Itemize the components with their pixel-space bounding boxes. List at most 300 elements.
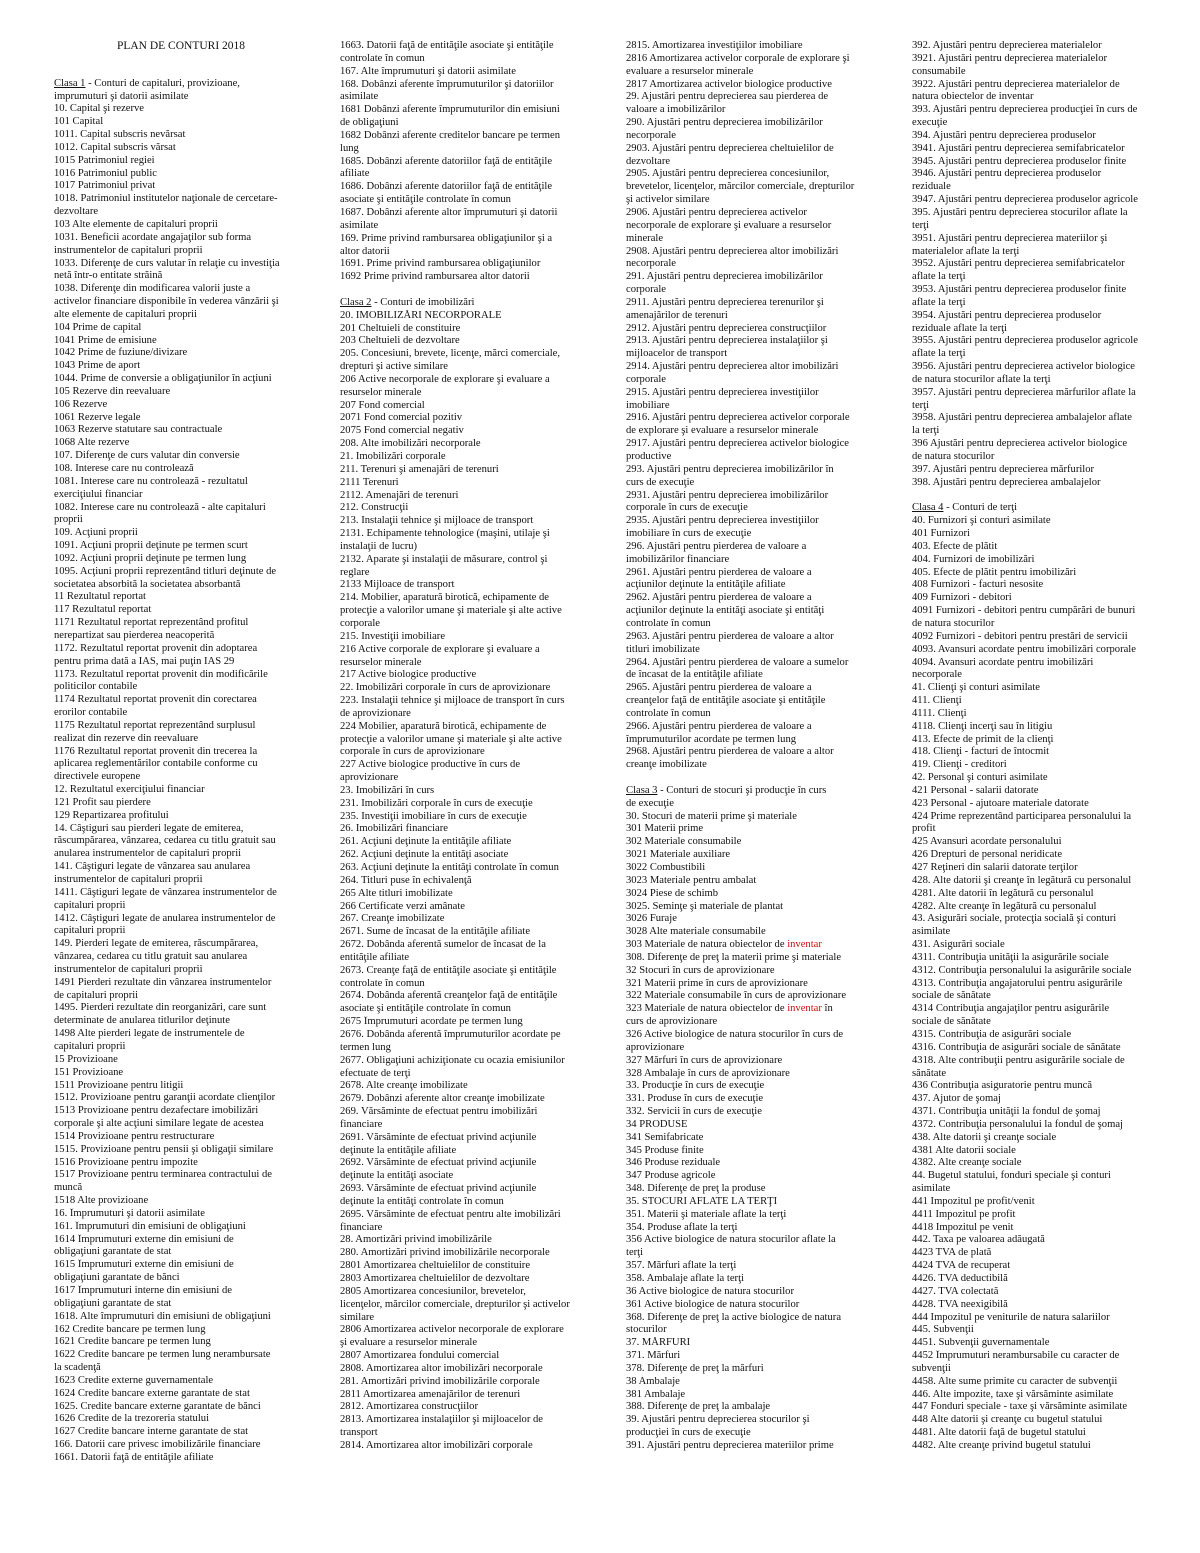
account-line: 392. Ajustări pentru deprecierea materialelor [912,40,1102,51]
account-line: 22. Imobilizări corporale în curs de aprovizionare [340,682,551,694]
account-line: 3954. Ajustări pentru deprecierea produselor [912,309,1102,321]
account-line: 328 Ambalaje în curs de aprovizionare [626,1067,790,1079]
account-line: 3946. Ajustări pentru deprecierea produselor [912,168,1102,180]
account-line: de obligaţiuni [340,117,399,129]
account-line: 388. Diferenţe de preţ la ambalaje [626,1401,771,1413]
account-line: 323 Materiale de natura obiectelor de inventar în [626,1003,833,1015]
account-line: 2913. Ajustări pentru deprecierea instalaţiilor şi [626,335,828,347]
account-line: terţi [626,1247,644,1259]
account-line: 4426. TVA deductibilă [912,1273,1008,1284]
account-line: 351. Materii şi materiale aflate la terţi [626,1208,787,1220]
account-line: producţiei în curs de execuţie [626,1427,751,1439]
account-line: 1514 Provizioane pentru restructurare [54,1130,215,1142]
account-line: 42. Personal şi conturi asimilate [912,772,1048,784]
account-line: 36 Active biologice de natura stocurilor [626,1285,794,1297]
account-line: creanţe imobilizate [626,759,707,771]
account-line: 262. Acţiuni deţinute la entităţi asociate [340,849,509,861]
account-line: 213. Instalaţii tehnice şi mijloace de transport [340,515,534,527]
account-line: 326 Active biologice de natura stocurilor în curs de [626,1028,844,1040]
account-line: 33. Producţie în curs de execuţie [626,1080,765,1092]
account-line: 2906. Ajustări pentru deprecierea activelor [626,206,807,218]
account-line: 215. Investiţii imobiliare [340,630,446,642]
account-line: netă într-o entitate străină [54,270,163,282]
account-line: 101 Capital [54,116,104,128]
account-line: necorporale de explorare şi evaluare a resurselor [626,219,832,231]
account-line: 428. Alte datorii şi creanţe în legătură cu personalul [912,874,1132,886]
account-line: 3956. Ajustări pentru deprecierea activelor biologice [912,361,1135,373]
account-line: 1061 Rezerve legale [54,411,141,423]
account-line: 1518 Alte provizioane [54,1195,149,1207]
account-line: 4381 Alte datorii sociale [912,1144,1016,1156]
account-line: 15 Provizioane [54,1053,118,1065]
account-line: 30. Stocuri de materii prime şi materiale [626,810,797,822]
account-line: 4282. Alte creanţe în legătură cu personalul [912,900,1097,912]
account-line: 37. MĂRFURI [626,1337,691,1349]
column-2 [340,40,594,1553]
account-line: 2961. Ajustări pentru pierderea de valoare a [626,566,812,578]
account-line: 4481. Alte datorii faţă de bugetul statului [912,1427,1086,1439]
account-line: 1012. Capital subscris vărsat [54,141,176,153]
account-line: 162 Credite bancare pe termen lung [54,1323,206,1335]
account-line: 421 Personal - salarii datorate [912,784,1039,796]
account-line: reziduale aflate la terţi [912,322,1007,334]
account-line: consumabile [912,65,966,77]
account-line: 3958. Ajustări pentru deprecierea ambalajelor aflate [912,412,1133,424]
account-line: 290. Ajustări pentru deprecierea imobilizărilor [626,117,823,129]
account-line: 1615 Împrumuturi externe din emisiuni de [54,1259,234,1271]
account-line: imobilizărilor financiare [626,553,730,565]
account-line: 280. Amortizări privind imobilizările necorporale [340,1247,550,1259]
account-line: 1692 Prime privind rambursarea altor datorii [340,271,530,283]
account-line: 4482. Alte creanţe privind bugetul statului [912,1439,1091,1451]
account-line: 1491 Pierderi rezultate din vânzarea instrumentelor [54,976,272,988]
account-line: 109. Acţiuni proprii [54,527,138,539]
account-line: 1626 Credite de la trezoreria statului [54,1413,210,1425]
account-line: 1685. Dobânzi aferente datoriilor faţă de entităţile [340,155,553,167]
account-line: 1011. Capital subscris nevărsat [54,129,186,141]
account-line: 224 Mobilier, aparatură birotică, echipamente de [340,720,547,732]
account-line: 20. IMOBILIZĂRI NECORPORALE [340,309,502,321]
account-line: sănătate [912,1067,947,1079]
account-line: 1043 Prime de aport [54,360,141,372]
account-line: instrumentelor de capitaluri proprii [54,244,203,256]
account-line: creanţelor faţă de entităţile asociate şi entităţile [626,695,826,707]
account-line: 1018. Patrimoniul institutelor naţionale de cercetare- [54,193,278,205]
account-line: 1512. Provizioane pentru garanţii acordate clienţilor [54,1092,276,1104]
account-line: 1176 Rezultatul reportat provenit din trecerea la [54,745,258,757]
account-line: 2965. Ajustări pentru pierderea de valoare a [626,682,812,694]
account-line: 4118. Clienţi incerţi sau în litigiu [912,720,1053,732]
account-line: 2914. Ajustări pentru deprecierea altor imobilizări [626,361,839,373]
account-line: 265 Alte titluri imobilizate [340,887,453,899]
account-line: şi activelor similare [626,194,710,206]
account-line: 1661. Datorii faţă de entităţile afiliate [54,1451,214,1463]
account-line: imprumuturi şi datorii asimilate [54,90,189,102]
account-line: 437. Ajutor de şomaj [912,1093,1001,1105]
account-line: 2931. Ajustări pentru deprecierea imobilizărilor [626,489,829,501]
account-line: controlate în comun [626,707,711,719]
account-line: 3023 Materiale pentru ambalat [626,874,757,886]
account-line: 321 Materii prime în curs de aprovizionare [626,977,808,989]
account-line: 418. Clienţi - facturi de întocmit [912,746,1050,758]
account-line: 2917. Ajustări pentru deprecierea activelor biologice [626,438,849,450]
account-line: 205. Concesiuni, brevete, licenţe, mărci comerciale, [340,348,561,360]
column-3 [626,40,880,1553]
account-line: 371. Mărfuri [626,1350,681,1362]
account-line: termen lung [340,1041,391,1053]
account-line: 444 Impozitul pe veniturile de natura salariilor [912,1311,1110,1323]
account-line: 1513 Provizioane pentru dezafectare imobilizări [54,1105,259,1117]
account-line: amenajărilor de terenuri [626,309,728,321]
account-line: 296. Ajustări pentru pierderea de valoare a [626,540,807,552]
account-line: 34 PRODUSE [626,1118,688,1130]
account-line: lung [340,142,359,154]
account-line: 2674. Dobânda aferentă creanţelor faţă de entităţile [340,990,558,1002]
account-line: terţi [912,399,930,411]
account-line: 216 Active corporale de explorare şi evaluare a [340,643,540,655]
account-line: corporale şi alte acţiuni similare legate de acestea [54,1118,264,1130]
account-line: 2672. Dobânda aferentă sumelor de încasat de la [340,939,546,951]
account-line: 357. Mărfuri aflate la terţi [626,1260,737,1272]
account-line: 403. Efecte de plătit [912,540,998,552]
account-line: reziduale [912,181,951,193]
account-line: 263. Acţiuni deţinute la entităţi controlate în comun [340,862,559,873]
account-line: 345 Produse finite [626,1144,704,1156]
account-line: 1063 Rezerve statutare sau contractuale [54,424,223,436]
account-line: 308. Diferenţe de preţ la materii prime şi materiale [626,951,842,963]
account-line: asimilate [340,91,379,103]
account-line: deţinute la entităţile afiliate [340,1144,457,1156]
account-line: de explorare şi evaluare a resurselor minerale [626,425,819,437]
account-line: nerepartizat sau pierderea neacoperită [54,629,215,641]
account-line: 301 Materii prime [626,823,704,835]
account-line: 4093. Avansuri acordate pentru imobilizări corporale [912,643,1136,655]
account-line: 2962. Ajustări pentru pierderea de valoare a [626,592,812,604]
account-line: 1623 Credite externe guvernamentale [54,1374,214,1386]
account-line: 4458. Alte sume primite cu caracter de subvenţii [912,1375,1118,1387]
account-line: 1017 Patrimoniul privat [54,180,156,192]
account-line: 3024 Piese de schimb [626,887,719,899]
account-line: corporale în curs de aprovizionare [340,746,485,758]
account-line: la scadenţă [54,1362,101,1374]
account-line: 1686. Dobânzi aferente datoriilor faţă de entităţile [340,181,553,193]
account-line: 293. Ajustări pentru deprecierea imobilizărilor în [626,463,834,475]
account-line: 413. Efecte de primit de la clienţi [912,733,1054,745]
account-line: 2912. Ajustări pentru deprecierea construcţiilor [626,322,827,334]
account-line: 2911. Ajustări pentru deprecierea terenurilor şi [626,296,824,308]
account-line: 261. Acţiuni deţinute la entităţile afiliate [340,836,512,848]
account-line: aflate la terţi [912,271,966,283]
account-line: deţinute la entităţi asociate [340,1170,454,1182]
account-line: corporale în curs de execuţie [626,502,748,514]
account-line: 3941. Ajustări pentru deprecierea semifabricatelor [912,142,1125,154]
account-line: aprovizionare [340,772,399,784]
account-line: 1681 Dobânzi aferente împrumuturilor din emisiuni [340,104,560,116]
account-line: sociale de sănătate [912,990,991,1002]
account-line: 381 Ambalaje [626,1388,686,1400]
account-line: 2817 Amortizarea activelor biologice productive [626,78,832,90]
account-line: execuţie [912,117,948,129]
account-line: 446. Alte impozite, taxe şi vărsăminte asimilate [912,1388,1114,1400]
account-line: instalaţii de lucru) [340,540,418,552]
account-line: 358. Ambalaje aflate la terţi [626,1273,744,1284]
account-line: 4372. Contribuţia personalului la fondul de şomaj [912,1118,1123,1130]
account-line: 203 Cheltuieli de dezvoltare [340,335,460,347]
account-line: 2691. Vărsăminte de efectuat privind acţiunile [340,1131,537,1143]
account-line: 217 Active biologice productive [340,669,477,681]
account-line: 26. Imobilizări financiare [340,823,448,835]
account-line: drepturi şi active similare [340,361,448,373]
account-line: 1171 Rezultatul reportat reprezentând profitul [54,617,249,629]
account-line: 2966. Ajustări pentru pierderea de valoare a [626,720,812,732]
account-line: 3025. Seminţe şi materiale de plantat [626,900,784,912]
account-line: 4314 Contribuţia angajaţilor pentru asigurările [912,1003,1110,1015]
account-line: 208. Alte imobilizări necorporale [340,438,481,450]
account-line: 396 Ajustări pentru deprecierea activelor biologice [912,438,1128,450]
account-line: 391. Ajustări pentru deprecierea materiilor prime [626,1439,834,1451]
account-line: 44. Bugetul statului, fonduri speciale şi conturi [912,1170,1111,1182]
account-line: 43. Asigurări sociale, protecţia socială şi conturi [912,913,1117,925]
account-line: 2815. Amortizarea investiţiilor imobiliare [626,40,803,51]
account-line: 1412. Câştiguri legate de anularea instrumentelor de [54,912,276,924]
account-line: 327 Mărfuri în curs de aprovizionare [626,1054,783,1066]
account-line: asimilate [340,219,379,231]
account-line: 2671. Sume de încasat de la entităţile afiliate [340,926,531,938]
account-line: 12. Rezultatul exerciţiului financiar [54,784,205,796]
account-line: 2678. Alte creanţe imobilizate [340,1080,468,1092]
account-line: politicilor contabile [54,681,138,693]
account-line: controlate în comun [626,617,711,629]
account-line: 423 Personal - ajutoare materiale datorate [912,797,1089,809]
account-line: 3921. Ajustări pentru deprecierea materialelor [912,52,1108,64]
account-line: 3947. Ajustări pentru deprecierea produselor agricole [912,194,1138,206]
account-line: 1622 Credite bancare pe termen lung nerambursate [54,1349,271,1361]
account-line: alte elemente de capitaluri proprii [54,308,197,320]
account-line: 2806 Amortizarea activelor necorporale de explorare [340,1324,564,1336]
account-line: 201 Cheltuieli de constituire [340,322,461,334]
account-line: curs de execuţie [626,476,695,488]
account-line: 395. Ajustări pentru deprecierea stocurilor aflate la [912,206,1128,218]
account-line: capitaluri proprii [54,925,126,937]
account-line: 1511 Provizioane pentru litigii [54,1079,184,1091]
account-line: 4312. Contribuţia personalului la asigurările sociale [912,964,1132,976]
account-line: 2695. Vărsăminte de efectuat pentru alte imobilizări [340,1208,561,1220]
account-line: necorporale [626,129,676,141]
account-line: 117 Rezultatul reportat [54,604,152,616]
account-line: 14. Câştiguri sau pierderi legate de emiterea, [54,822,244,834]
account-line: 2071 Fond comercial pozitiv [340,412,463,424]
account-line: 2675 Împrumuturi acordate pe termen lung [340,1016,523,1028]
account-line: 103 Alte elemente de capitaluri proprii [54,218,218,230]
class-heading: Clasa 1 - Conturi de capitaluri, provizioane, [54,77,240,89]
class-heading: Clasa 3 - Conturi de stocuri şi producţie în curs [626,784,827,796]
account-line: 2676. Dobânda aferentă împrumuturilor acordate pe [340,1028,561,1040]
account-line: 425 Avansuri acordate personalului [912,836,1062,848]
account-line: 281. Amortizări privind imobilizările corporale [340,1375,540,1387]
account-line: 1614 Împrumuturi externe din emisiuni de [54,1233,234,1245]
account-line: 2801 Amortizarea cheltuielilor de constituire [340,1260,531,1272]
account-line: 39. Ajustări pentru deprecierea stocurilor şi [626,1414,810,1426]
account-line: 2807 Amortizarea fondului comercial [340,1350,500,1362]
account-line: 16. Împrumuturi şi datorii asimilate [54,1207,205,1219]
account-line: 1517 Provizioane pentru terminarea contractului de [54,1169,272,1181]
account-line: 397. Ajustări pentru deprecierea mărfurilor [912,463,1095,475]
account-line: 3953. Ajustări pentru deprecierea produselor finite [912,284,1127,296]
account-line: subvenţii [912,1362,951,1374]
account-line: 4313. Contribuţia angajatorului pentru asigurările [912,977,1123,989]
account-line: obligaţiuni garantate de bănci [54,1272,180,1284]
account-line: 4423 TVA de plată [912,1247,992,1259]
account-line: 2814. Amortizarea altor imobilizări corporale [340,1439,533,1451]
account-line: 4094. Avansuri acordate pentru imobilizări [912,656,1094,668]
account-line: 161. Împrumuturi din emisiuni de obligaţiuni [54,1220,246,1232]
account-line: 4452 Împrumuturi nerambursabile cu caracter de [912,1350,1120,1362]
account-line: 2963. Ajustări pentru pierderea de valoare a altor [626,630,834,642]
account-line: 378. Diferenţe de preţ la mărfuri [626,1362,764,1374]
account-line: 121 Profit sau pierdere [54,796,151,808]
account-line: 2112. Amenajări de terenuri [340,489,459,501]
account-line: valoare a imobilizărilor [626,104,726,116]
account-line: afiliate [340,168,370,180]
account-line: 4411 Impozitul pe profit [912,1208,1016,1220]
account-line: aplicarea reglementărilor contabile conforme cu [54,758,258,770]
account-line: financiare [340,1118,383,1130]
account-line: de capitaluri proprii [54,989,139,1001]
account-line: 2805 Amortizarea concesiunilor, brevetelor, [340,1285,526,1297]
account-line: 441 Impozitul pe profit/venit [912,1195,1035,1207]
account-line: 3945. Ajustări pentru deprecierea produselor finite [912,155,1127,167]
account-line: 269. Vărsăminte de efectuat pentru imobilizări [340,1106,538,1118]
account-line: 408 Furnizori - facturi nesosite [912,579,1044,591]
account-line: natura obiectelor de inventar [912,91,1034,103]
account-line: 4451. Subvenţii guvernamentale [912,1337,1050,1349]
account-line: 4316. Contribuţia de asigurări sociale de sănătate [912,1041,1121,1053]
account-line: 104 Prime de capital [54,321,142,333]
account-line: 1068 Alte rezerve [54,437,130,449]
account-line: necorporale [912,669,962,681]
account-line: transport [340,1427,378,1439]
account-line: 1627 Credite bancare interne garantate de stat [54,1426,249,1438]
account-line: 3021 Materiale auxiliare [626,849,731,861]
blank-line [340,284,594,297]
account-line: financiare [340,1221,383,1233]
account-line: 1033. Diferenţe de curs valutar în relaţie cu investiţia [54,257,280,269]
account-line: 398. Ajustări pentru deprecierea ambalajelor [912,476,1101,488]
account-line: 348. Diferenţe de preţ la produse [626,1183,766,1195]
account-line: de natura stocurilor [912,617,995,629]
account-line: 1691. Prime privind rambursarea obligaţiunilor [340,258,541,270]
account-line: altor datorii [340,245,390,257]
account-line: de aprovizionare [340,707,411,719]
account-line: 4315. Contribuţia de asigurări sociale [912,1028,1072,1040]
account-line: 1173. Rezultatul reportat provenit din modificările [54,668,268,680]
account-line: productive [626,451,672,462]
account-line: acţiunilor deţinute la entităţi asociate şi entităţi [626,605,825,617]
account-line: 332. Servicii în curs de execuţie [626,1106,762,1118]
account-line: corporale [340,617,380,629]
account-line: 2915. Ajustări pentru deprecierea investiţiilor [626,386,819,398]
account-line: 2673. Creanţe faţă de entităţile asociate şi entităţile [340,964,557,976]
account-line: 1625. Credite bancare externe garantate de bănci [54,1400,261,1412]
account-line: 1174 Rezultatul reportat provenit din corectarea [54,694,257,706]
account-line: 2916. Ajustări pentru deprecierea activelor corporale [626,412,850,424]
account-line: capitaluri proprii [54,1040,126,1052]
account-line: aflate la terţi [912,296,966,308]
account-line: 2964. Ajustări pentru pierderea de valoare a sumelor [626,656,849,668]
account-line: 1495. Pierderi rezultate din reorganizări, care sunt [54,1002,267,1014]
account-line: 3955. Ajustări pentru deprecierea produselor agricole [912,335,1138,347]
account-line: de execuţie [626,797,674,809]
account-line: răscumpărarea, vânzarea, cedarea cu titlu gratuit sau [54,835,276,847]
account-line: curs de aprovizionare [626,1016,718,1028]
account-line: 28. Amortizări privind imobilizările [340,1234,492,1246]
account-line: 426 Drepturi de personal neridicate [912,849,1063,861]
account-line: resurselor minerale [340,386,422,398]
account-line: 10. Capital şi rezerve [54,103,145,115]
account-line: 341 Semifabricate [626,1131,704,1143]
account-line: 1618. Alte împrumuturi din emisiuni de obligaţiuni [54,1310,271,1322]
account-line: similare [340,1311,375,1323]
account-line: 354. Produse aflate la terţi [626,1221,738,1233]
account-line: acţiunilor deţinute la entităţile afiliate [626,579,786,591]
account-line: instrumentelor de capitaluri proprii [54,874,203,885]
account-line: corporale [626,373,666,385]
account-line: imobiliare [626,399,670,411]
account-line: entităţile afiliate [340,951,410,963]
account-line: 448 Alte datorii şi creanţe cu bugetul statului [912,1414,1103,1426]
account-line: 105 Rezerve din reevaluare [54,385,171,397]
account-line: 442. Taxa pe valoarea adăugată [912,1234,1045,1246]
account-line: 149. Pierderi legate de emiterea, răscumpărarea, [54,938,259,950]
account-line: 393. Ajustări pentru deprecierea producţiei în curs de [912,104,1138,116]
account-line: 1038. Diferenţe din modificarea valorii juste a [54,283,251,295]
account-line: 322 Materiale consumabile în curs de aprovizionare [626,990,847,1002]
account-line: 302 Materiale consumabile [626,836,742,848]
account-line: 3952. Ajustări pentru deprecierea semifabricatelor [912,258,1125,270]
account-line: 4318. Alte contribuţii pentru asigurările sociale de [912,1054,1125,1066]
account-line: 1095. Acţiuni proprii reprezentând titluri deţinute de [54,565,277,577]
account-line: necorporale [626,258,676,270]
account-line: 235. Investiţii imobiliare în curs de execuţie [340,810,527,822]
account-line: 1044. Prime de conversie a obligaţiunilor în acţiuni [54,373,272,385]
account-line: erorilor contabile [54,707,128,719]
account-line: 2935. Ajustări pentru deprecierea investiţiilor [626,515,819,527]
account-line: 368. Diferenţe de preţ la active biologice de natura [626,1311,842,1323]
account-line: asimilate [912,1183,951,1195]
account-line: 1663. Datorii faţă de entităţile asociate şi entităţile [340,40,554,51]
account-line: 212. Construcţii [340,502,409,514]
account-line: efectuate de terţi [340,1067,411,1079]
account-line: 2803 Amortizarea cheltuielilor de dezvoltare [340,1273,530,1284]
account-line: 1092. Acţiuni proprii deţinute pe termen lung [54,552,247,564]
account-line: 4092 Furnizori - debitori pentru prestări de servicii [912,630,1128,642]
account-line: 169. Prime privind rambursarea obligaţiunilor şi a [340,232,553,244]
account-line: 2808. Amortizarea altor imobilizări necorporale [340,1362,543,1374]
account-line: 1172. Rezultatul reportat provenit din adoptarea [54,642,258,654]
account-line: 2968. Ajustări pentru pierderea de valoare a altor [626,746,834,758]
account-line: protecţie a valorilor umane şi materiale şi alte active [340,605,562,617]
account-line: obligaţiuni garantate de stat [54,1297,172,1309]
account-line: controlate în comun [340,52,425,64]
account-line: pentru prima dată a IAS, mai puţin IAS 29 [54,655,235,667]
account-line: 1091. Acţiuni proprii deţinute pe termen scurt [54,540,248,552]
account-line: 166. Datorii care privesc imobilizările financiare [54,1439,261,1451]
account-line: împrumuturilor acordate pe termen lung [626,733,797,745]
account-line: 2816 Amortizarea activelor corporale de explorare şi [626,52,850,64]
account-line: obligaţiuni garantate de stat [54,1246,172,1258]
account-line: 347 Produse agricole [626,1170,716,1182]
account-line: 3022 Combustibili [626,862,706,873]
